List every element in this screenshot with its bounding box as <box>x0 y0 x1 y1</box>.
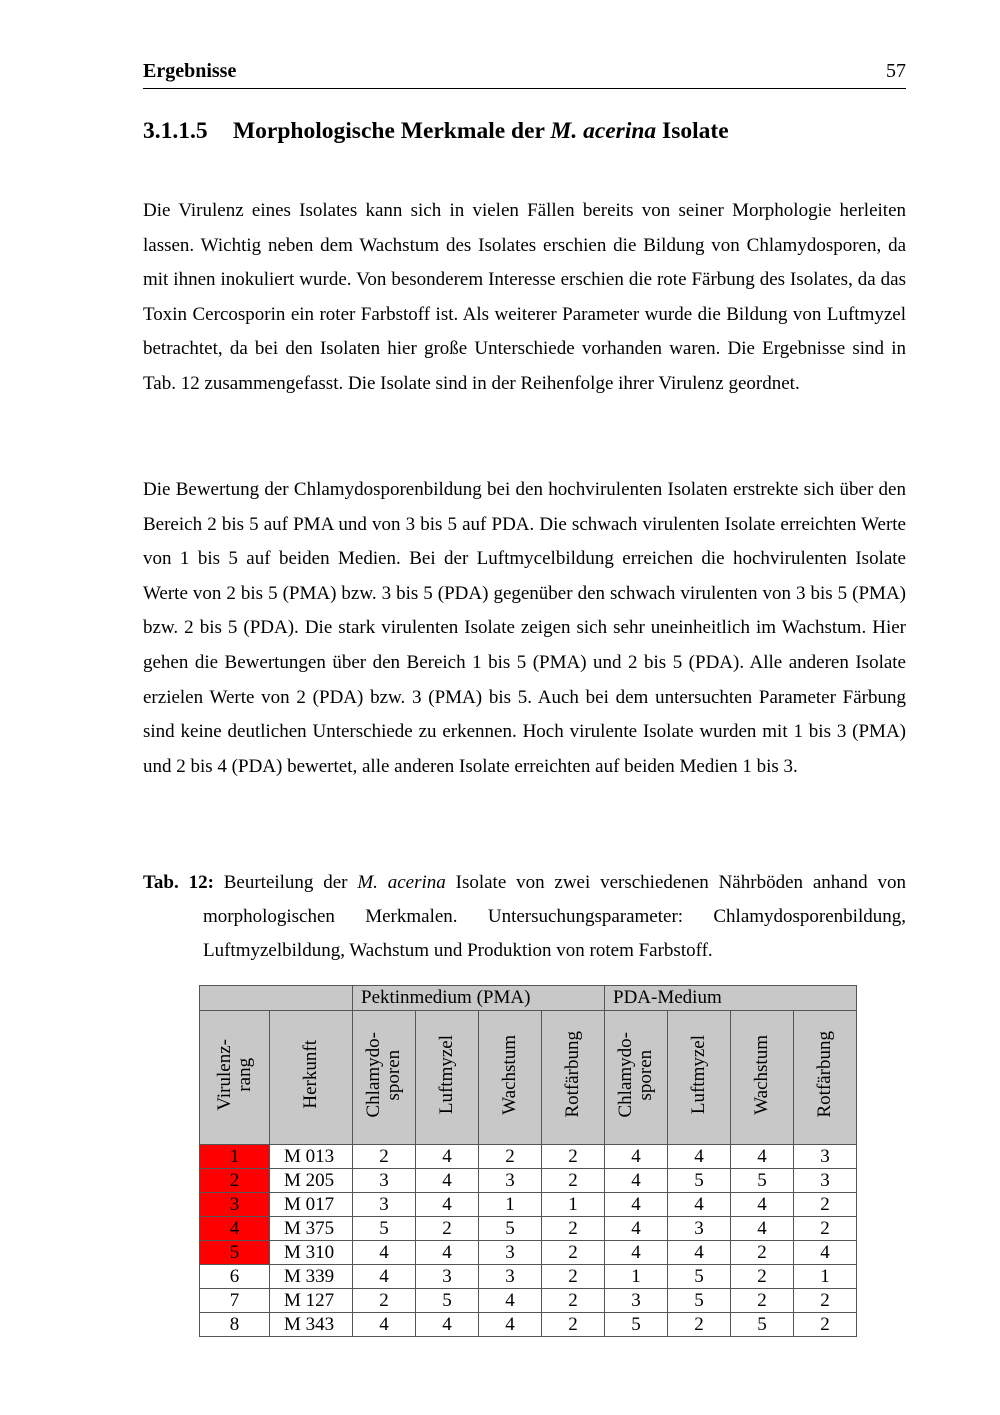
column-label: Rotfärbung <box>814 1031 835 1118</box>
score-cell: 3 <box>794 1169 857 1193</box>
col-header-pma-red-coloring <box>542 1011 605 1145</box>
score-cell: 4 <box>416 1241 479 1265</box>
table-row <box>200 1313 857 1337</box>
col-header-pda-chlamydospores <box>605 1011 668 1145</box>
score-cell: 2 <box>731 1241 794 1265</box>
score-cell: 4 <box>668 1193 731 1217</box>
group-header-pma: Pektinmedium (PMA) <box>353 986 605 1011</box>
score-cell: 2 <box>794 1313 857 1337</box>
column-label: Luftmyzel <box>688 1034 709 1115</box>
score-cell: 3 <box>605 1289 668 1313</box>
origin-cell: M 310 <box>270 1241 353 1265</box>
score-cell: 2 <box>794 1217 857 1241</box>
page-number: 57 <box>886 60 906 82</box>
score-cell: 5 <box>479 1217 542 1241</box>
section-number: 3.1.1.5 <box>143 118 208 144</box>
column-label: Herkunft <box>300 1040 321 1109</box>
score-cell: 4 <box>416 1313 479 1337</box>
score-cell: 2 <box>731 1289 794 1313</box>
score-cell: 2 <box>542 1217 605 1241</box>
column-label: Rotfärbung <box>562 1031 583 1118</box>
column-label: Wachstum <box>499 1034 520 1115</box>
origin-cell: M 205 <box>270 1169 353 1193</box>
morphology-table <box>199 985 857 1337</box>
score-cell: 1 <box>542 1193 605 1217</box>
score-cell: 4 <box>605 1169 668 1193</box>
score-cell: 4 <box>605 1217 668 1241</box>
score-cell: 2 <box>542 1169 605 1193</box>
score-cell: 4 <box>668 1241 731 1265</box>
table-row <box>200 1217 857 1241</box>
score-cell: 2 <box>542 1289 605 1313</box>
score-cell: 4 <box>479 1313 542 1337</box>
score-cell: 3 <box>416 1265 479 1289</box>
col-header-pda-red-coloring <box>794 1011 857 1145</box>
col-header-pma-aerial-mycelium <box>416 1011 479 1145</box>
origin-cell: M 013 <box>270 1145 353 1169</box>
paragraph-intro: Die Virulenz eines Isolates kann sich in vielen Fällen bereits von seiner Morphologie herleiten lassen. Wichtig neben dem Wachstum des Isolates erschien die Bildung von Chlamydosporen, da mit ihnen inokuliert wurde. Von besonderem Interesse erschien die rote Färbung des Isolates, da das Toxin Cercosporin ein roter Farbstoff ist. Als weiterer Parameter wurde die Bildung von Luftmyzel betrachtet, da bei den Isolaten hier große Unterschiede vorhanden waren. Die Ergebnisse sind in Tab. 12 zusammengefasst. Die Isolate sind in der Reihenfolge ihrer Virulenz geordnet. <box>143 200 906 394</box>
score-cell: 5 <box>668 1289 731 1313</box>
col-header-pda-growth <box>731 1011 794 1145</box>
section-title-species: M. acerina <box>550 118 657 144</box>
score-cell: 2 <box>353 1289 416 1313</box>
score-cell: 4 <box>668 1145 731 1169</box>
score-cell: 5 <box>731 1169 794 1193</box>
caption-text-line1: Isolate von zwei verschiedenen Nährböden anhand von <box>445 872 907 893</box>
rank-cell: 8 <box>200 1313 270 1337</box>
score-cell: 5 <box>416 1289 479 1313</box>
rank-cell-highlighted: 4 <box>200 1217 270 1241</box>
rank-cell-highlighted: 5 <box>200 1241 270 1265</box>
origin-cell: M 375 <box>270 1217 353 1241</box>
column-label: Chlamydo- sporen <box>615 1031 656 1118</box>
score-cell: 5 <box>668 1169 731 1193</box>
section-heading <box>143 118 906 145</box>
score-cell: 3 <box>353 1193 416 1217</box>
score-cell: 1 <box>479 1193 542 1217</box>
origin-cell: M 017 <box>270 1193 353 1217</box>
score-cell: 4 <box>605 1193 668 1217</box>
score-cell: 5 <box>668 1265 731 1289</box>
table-row <box>200 1193 857 1217</box>
score-cell: 5 <box>353 1217 416 1241</box>
header-title: Ergebnisse <box>143 60 237 82</box>
score-cell: 2 <box>353 1145 416 1169</box>
origin-cell: M 127 <box>270 1289 353 1313</box>
origin-cell: M 339 <box>270 1265 353 1289</box>
score-cell: 4 <box>794 1241 857 1265</box>
score-cell: 2 <box>479 1145 542 1169</box>
score-cell: 4 <box>353 1241 416 1265</box>
score-cell: 3 <box>479 1241 542 1265</box>
score-cell: 4 <box>731 1217 794 1241</box>
origin-cell: M 343 <box>270 1313 353 1337</box>
running-header <box>143 58 906 89</box>
score-cell: 4 <box>605 1145 668 1169</box>
score-cell: 4 <box>353 1313 416 1337</box>
score-cell: 2 <box>542 1265 605 1289</box>
group-header-pda: PDA-Medium <box>605 986 857 1011</box>
score-cell: 5 <box>731 1313 794 1337</box>
score-cell: 3 <box>479 1265 542 1289</box>
col-header-pda-aerial-mycelium <box>668 1011 731 1145</box>
table-corner-cell <box>200 986 353 1011</box>
score-cell: 3 <box>668 1217 731 1241</box>
rank-cell-highlighted: 2 <box>200 1169 270 1193</box>
score-cell: 1 <box>794 1265 857 1289</box>
column-label: Luftmyzel <box>436 1034 457 1115</box>
score-cell: 4 <box>416 1169 479 1193</box>
table-row <box>200 1241 857 1265</box>
score-cell: 2 <box>794 1289 857 1313</box>
section-title-end: Isolate <box>656 118 729 144</box>
table-row <box>200 1145 857 1169</box>
score-cell: 3 <box>353 1169 416 1193</box>
paragraph-results: Die Bewertung der Chlamydosporenbildung bei den hochvirulenten Isolaten erstrekte sich über den Bereich 2 bis 5 auf PMA und von 3 bis 5 auf PDA. Die schwach virulenten Isolate erreichten Werte von 1 bis 5 auf beiden Medien. Bei der Luftmycelbildung erreichen die hochvirulenten Isolate Werte von 2 bis 5 (PMA) bzw. 3 bis 5 (PDA) gegenüber den schwach virulenten von 3 bis 5 (PMA) bzw. 2 bis 5 (PDA). Die stark virulenten Isolate zeigen sich sehr uneinheitlich im Wachstum. Hier gehen die Bewertungen über den Bereich 1 bis 5 (PMA) und 2 bis 5 (PDA). Alle anderen Isolate erzielen Werte von 2 (PDA) bzw. 3 (PMA) bis 5. Auch bei dem untersuchten Parameter Färbung sind keine deutlichen Unterschiede zu erkennen. Hoch virulente Isolate wurden mit 1 bis 3 (PMA) und 2 bis 4 (PDA) bewertet, alle anderen Isolate erreichten auf beiden Medien 1 bis 3. <box>143 479 906 777</box>
table-row <box>200 1169 857 1193</box>
score-cell: 2 <box>416 1217 479 1241</box>
column-label: Chlamydo- sporen <box>363 1031 404 1118</box>
caption-species: M. acerina <box>357 872 446 893</box>
score-cell: 2 <box>542 1313 605 1337</box>
rank-cell-highlighted: 1 <box>200 1145 270 1169</box>
col-header-pma-chlamydospores <box>353 1011 416 1145</box>
rank-cell: 7 <box>200 1289 270 1313</box>
rank-cell-highlighted: 3 <box>200 1193 270 1217</box>
col-header-origin <box>270 1011 353 1145</box>
column-label: Wachstum <box>751 1034 772 1115</box>
score-cell: 4 <box>416 1145 479 1169</box>
score-cell: 4 <box>731 1193 794 1217</box>
score-cell: 3 <box>794 1145 857 1169</box>
table-row <box>200 1265 857 1289</box>
score-cell: 4 <box>416 1193 479 1217</box>
caption-text-rest: morphologischen Merkmalen. Untersuchungsparameter: Chlamydosporenbildung, Luftmyzelbildung, Wachstum und Produktion von rotem Farbstoff. <box>203 906 906 961</box>
score-cell: 2 <box>668 1313 731 1337</box>
col-header-virulence-rank <box>200 1011 270 1145</box>
score-cell: 2 <box>794 1193 857 1217</box>
score-cell: 1 <box>605 1265 668 1289</box>
caption-text-start: Beurteilung der <box>213 872 358 893</box>
score-cell: 2 <box>542 1145 605 1169</box>
caption-label: Tab. 12: <box>143 872 214 893</box>
col-header-pma-growth <box>479 1011 542 1145</box>
score-cell: 4 <box>605 1241 668 1265</box>
score-cell: 2 <box>731 1265 794 1289</box>
score-cell: 4 <box>353 1265 416 1289</box>
score-cell: 2 <box>542 1241 605 1265</box>
score-cell: 5 <box>605 1313 668 1337</box>
section-title-start: Morphologische Merkmale der <box>233 118 551 144</box>
table-row <box>200 1289 857 1313</box>
table-caption <box>143 866 906 968</box>
score-cell: 4 <box>479 1289 542 1313</box>
rank-cell: 6 <box>200 1265 270 1289</box>
score-cell: 4 <box>731 1145 794 1169</box>
column-label: Virulenz- rang <box>213 1038 255 1111</box>
score-cell: 3 <box>479 1169 542 1193</box>
